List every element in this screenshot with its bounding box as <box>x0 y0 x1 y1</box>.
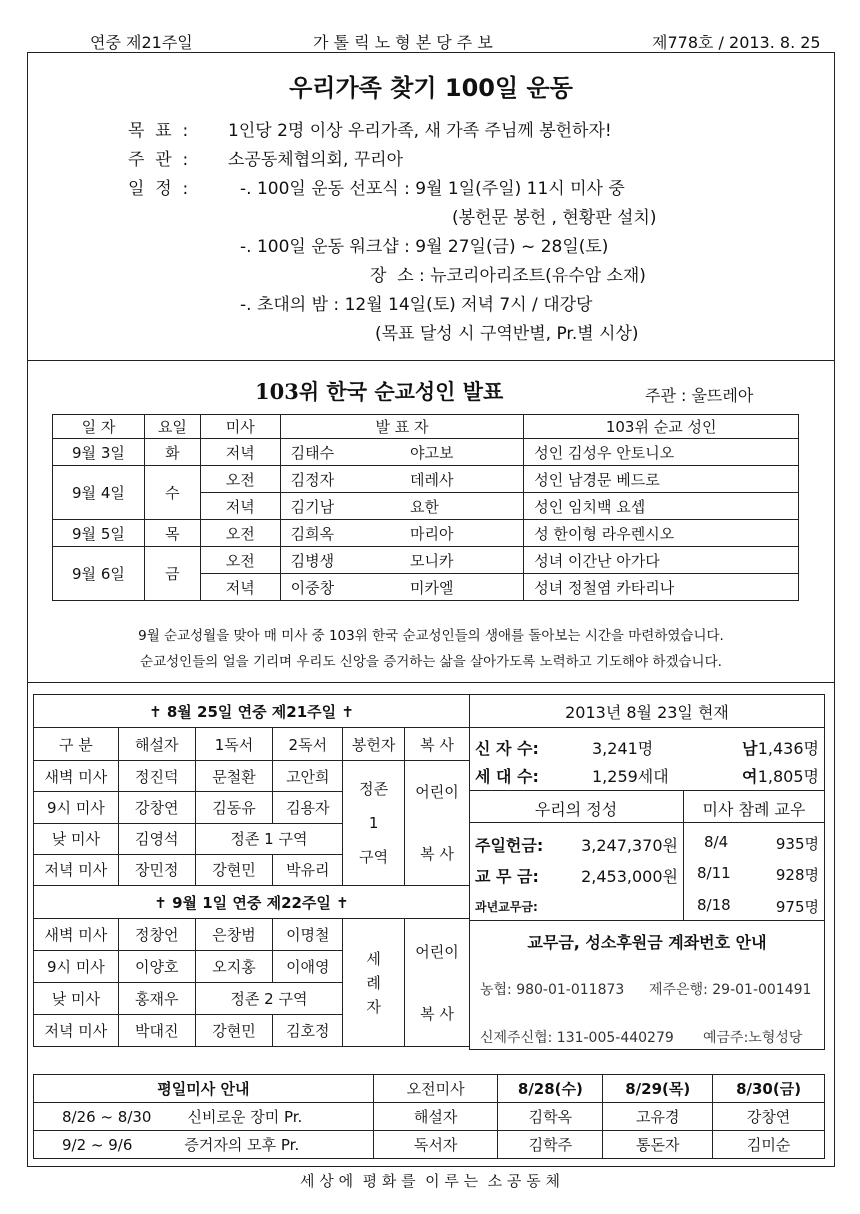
weekday-cell: 수 <box>144 466 200 520</box>
attendance-count: 975명 <box>775 898 819 916</box>
commentator: 이양호 <box>118 951 195 983</box>
mass-cell: 저녁 <box>200 574 280 601</box>
commentator: 김영석 <box>118 823 195 854</box>
commentator: 강창연 <box>118 792 195 823</box>
goal-text: 1인당 2명 이상 우리가족, 새 가족 주님께 봉헌하자! <box>228 121 612 141</box>
name-cell: 강창연 <box>713 1103 825 1131</box>
mass-cell: 저녁 <box>200 493 280 520</box>
schedule-line: (목표 달성 시 구역반별, Pr.별 시상) <box>375 324 639 344</box>
mass-name: 낮 미사 <box>34 983 119 1015</box>
account-jeju-bank: 제주은행: 29-01-001491 <box>649 982 812 998</box>
attendance-date: 8/11 <box>697 864 731 882</box>
roster-header: 1독서 <box>195 728 273 761</box>
roster-title: ✝ 8월 25일 연중 제21주일 ✝ <box>34 695 470 728</box>
roster-header: 2독서 <box>273 728 343 761</box>
reader1: 은창범 <box>195 919 273 951</box>
bulletin-week: 연중 제21주일 <box>90 33 193 52</box>
mass-cell: 오전 <box>200 547 280 574</box>
presenter-baptismal: 미카엘 <box>400 574 524 601</box>
role-cell: 독서자 <box>373 1131 498 1159</box>
martyrs-title: 103위 한국 순교성인 발표 <box>255 379 504 404</box>
schedule-line: -. 100일 운동 워크샵 : 9월 27일(금) ~ 28일(토) <box>240 237 609 257</box>
martyrs-organizer: 주관 : 울뜨레아 <box>645 386 754 405</box>
host-label: 주 관 : <box>128 150 189 170</box>
female-count: 1,805명 <box>757 767 819 786</box>
name-cell: 김미순 <box>713 1131 825 1159</box>
male-label: 남 <box>742 739 758 758</box>
commentator: 홍재우 <box>118 983 195 1015</box>
weekday-header: 오전미사 <box>373 1075 498 1103</box>
presenter-name: 이중창 <box>280 574 400 601</box>
reader2: 이애영 <box>273 951 343 983</box>
weekday-header: 평일미사 안내 <box>34 1075 374 1103</box>
account-credit-union: 신제주신협: 131-005-440279 <box>480 1030 674 1046</box>
mass-name: 9시 미사 <box>34 792 119 823</box>
mass-name: 저녁 미사 <box>34 854 119 885</box>
altar-server-cell: 어린이 복 사 <box>405 919 470 1047</box>
date-cell: 9월 3일 <box>53 439 145 466</box>
reader2: 고안희 <box>273 761 343 792</box>
roster-header: 해설자 <box>118 728 195 761</box>
saint-cell: 성녀 이간난 아가다 <box>524 547 799 574</box>
female-label: 여 <box>742 767 758 786</box>
name-cell: 통돈자 <box>603 1131 713 1159</box>
presenter-baptismal: 야고보 <box>400 439 524 466</box>
schedule-line: -. 100일 운동 선포식 : 9월 1일(주일) 11시 미사 중 <box>240 179 625 199</box>
readers-group: 정존 2 구역 <box>195 983 343 1015</box>
reader2: 김호정 <box>273 1015 343 1047</box>
mass-cell: 오전 <box>200 466 280 493</box>
stats-date: 2013년 8월 23일 현재 <box>565 703 729 722</box>
divider <box>469 920 825 921</box>
commentator: 정창언 <box>118 919 195 951</box>
divider <box>469 727 825 728</box>
name-cell: 김학옥 <box>498 1103 603 1131</box>
commentator: 박대진 <box>118 1015 195 1047</box>
dues-label: 교 무 금: <box>475 867 539 886</box>
households-count: 1,259세대 <box>592 767 669 786</box>
host-text: 소공동체협의회, 꾸리아 <box>228 150 404 170</box>
presenter-name: 김희옥 <box>280 520 400 547</box>
mass-cell: 오전 <box>200 520 280 547</box>
col-presenter: 발 표 자 <box>280 415 524 439</box>
presenter-baptismal: 마리아 <box>400 520 524 547</box>
schedule-line: -. 초대의 밤 : 12월 14일(토) 저녁 7시 / 대강당 <box>240 295 593 315</box>
martyrs-note: 9월 순교성월을 맞아 매 미사 중 103위 한국 순교성인들의 생애를 돌아보는 시간을 마련하였습니다. <box>138 628 724 644</box>
believers-label: 신 자 수: <box>475 739 539 758</box>
saint-cell: 성 한이형 라우렌시오 <box>524 520 799 547</box>
reader2: 이명철 <box>273 919 343 951</box>
date-cell: 9월 5일 <box>53 520 145 547</box>
presenter-name: 김기남 <box>280 493 400 520</box>
sunday-offering-amount: 3,247,370원 <box>581 836 678 855</box>
weekday-header: 8/29(목) <box>603 1075 713 1103</box>
saint-cell: 성인 김성우 안토니오 <box>524 439 799 466</box>
attendance-count: 928명 <box>775 866 819 884</box>
commentator: 정진덕 <box>118 761 195 792</box>
name-cell: 고유경 <box>603 1103 713 1131</box>
attendance-title: 미사 참례 교우 <box>702 800 806 819</box>
reader2: 박유리 <box>273 854 343 885</box>
attendance-date: 8/4 <box>704 833 729 851</box>
bulletin-issue: 제778호 / 2013. 8. 25 <box>652 33 821 52</box>
roster-title: ✝ 9월 1일 연중 제22주일 ✝ <box>34 886 470 919</box>
schedule-line: (봉헌문 봉헌 , 현황판 설치) <box>452 208 657 228</box>
schedule-line: 장 소 : 뉴코리아리조트(유수암 소재) <box>370 266 646 286</box>
mass-name: 저녁 미사 <box>34 1015 119 1047</box>
presenter-baptismal: 데레사 <box>400 466 524 493</box>
roster-header: 복 사 <box>405 728 470 761</box>
goal-label: 목 표 : <box>128 121 189 141</box>
col-date: 일 자 <box>53 415 145 439</box>
account-holder: 예금주:노형성당 <box>703 1030 803 1046</box>
presenter-baptismal: 모니카 <box>400 547 524 574</box>
col-weekday: 요일 <box>144 415 200 439</box>
liturgy-roster-table <box>33 694 470 1047</box>
attendance-count: 935명 <box>775 835 819 853</box>
mass-name: 낮 미사 <box>34 823 119 854</box>
reader2: 김용자 <box>273 792 343 823</box>
commentator: 장민정 <box>118 854 195 885</box>
households-label: 세 대 수: <box>475 767 539 786</box>
altar-server-cell: 어린이 복 사 <box>405 761 470 886</box>
weekday-period: 9/2 ~ 9/6 증거자의 모후 Pr. <box>34 1131 374 1159</box>
col-saint: 103위 순교 성인 <box>524 415 799 439</box>
name-cell: 김학주 <box>498 1131 603 1159</box>
offertory-cell: 정존 1 구역 <box>343 761 405 886</box>
weekday-cell: 목 <box>144 520 200 547</box>
date-cell: 9월 4일 <box>53 466 145 520</box>
date-cell: 9월 6일 <box>53 547 145 601</box>
dues-amount: 2,453,000원 <box>581 867 678 886</box>
campaign-title: 우리가족 찾기 100일 운동 <box>289 74 573 102</box>
saint-cell: 성녀 정철염 카타리나 <box>524 574 799 601</box>
account-nonghyup: 농협: 980-01-011873 <box>480 982 625 998</box>
presenter-baptismal: 요한 <box>400 493 524 520</box>
readers-group: 정존 1 구역 <box>195 823 343 854</box>
reader1: 오지홍 <box>195 951 273 983</box>
weekday-cell: 화 <box>144 439 200 466</box>
divider <box>27 682 835 683</box>
divider <box>27 360 835 361</box>
presenter-name: 김정자 <box>280 466 400 493</box>
saint-cell: 성인 남경문 베드로 <box>524 466 799 493</box>
weekday-period: 8/26 ~ 8/30 신비로운 장미 Pr. <box>34 1103 374 1131</box>
attendance-date: 8/18 <box>697 896 731 914</box>
bulletin-title: 가 톨 릭 노 형 본 당 주 보 <box>313 33 493 52</box>
divider <box>469 790 825 791</box>
saint-cell: 성인 임치백 요셉 <box>524 493 799 520</box>
martyrs-note: 순교성인들의 얼을 기리며 우리도 신앙을 증거하는 삶을 살아가도록 노력하고 기도해야 하겠습니다. <box>140 654 722 670</box>
mass-cell: 저녁 <box>200 439 280 466</box>
offering-title: 우리의 정성 <box>534 800 618 819</box>
divider <box>469 822 825 823</box>
presenter-name: 김태수 <box>280 439 400 466</box>
roster-header: 구 분 <box>34 728 119 761</box>
reader1: 김동유 <box>195 792 273 823</box>
role-cell: 해설자 <box>373 1103 498 1131</box>
weekday-header: 8/30(금) <box>713 1075 825 1103</box>
reader1: 강현민 <box>195 854 273 885</box>
reader1: 강현민 <box>195 1015 273 1047</box>
weekday-mass-table <box>33 1074 825 1159</box>
offertory-cell: 세 례 자 <box>343 919 405 1047</box>
weekday-cell: 금 <box>144 547 200 601</box>
presenter-name: 김병생 <box>280 547 400 574</box>
weekday-header: 8/28(수) <box>498 1075 603 1103</box>
footer-motto: 세 상 에 평 화 를 이 루 는 소 공 동 체 <box>300 1172 560 1190</box>
reader1: 문철환 <box>195 761 273 792</box>
mass-name: 9시 미사 <box>34 951 119 983</box>
mass-name: 새벽 미사 <box>34 761 119 792</box>
roster-header: 봉헌자 <box>343 728 405 761</box>
believers-count: 3,241명 <box>592 739 654 758</box>
schedule-label: 일 정 : <box>128 179 189 199</box>
arrears-label: 과년교무금: <box>475 900 538 914</box>
mass-name: 새벽 미사 <box>34 919 119 951</box>
male-count: 1,436명 <box>757 739 819 758</box>
accounts-title: 교무금, 성소후원금 계좌번호 안내 <box>527 933 767 952</box>
martyrs-table <box>52 414 799 601</box>
col-mass: 미사 <box>200 415 280 439</box>
sunday-offering-label: 주일헌금: <box>475 836 544 855</box>
